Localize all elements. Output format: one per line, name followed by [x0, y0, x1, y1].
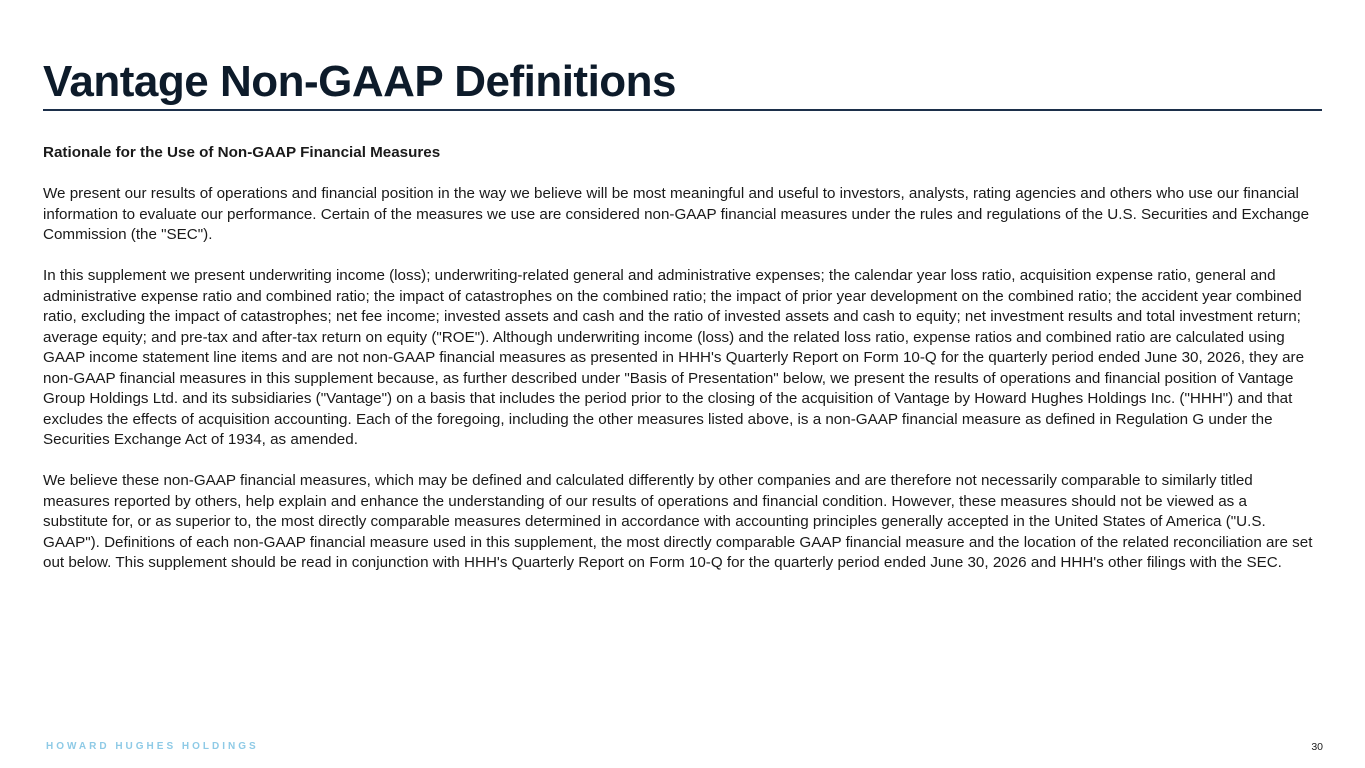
page-title: Vantage Non-GAAP Definitions [43, 57, 677, 106]
paragraph-overview: We present our results of operations and financial position in the way we believe will be most meaningful and useful to investors, analysts, rating agencies and others who use our financial information to evaluate our performance. Certain of the measures we use are considered non-GAAP financial measures under the rules and regulations of the U.S. Securities and Exchange Commission (the "SEC"). [43, 185, 1310, 243]
paragraph-measures: In this supplement we present underwriting income (loss); underwriting-related general and administrative expenses; the calendar year loss ratio, acquisition expense ratio, general and administrative expense ratio and combined ratio; the impact of catastrophes on the combined ratio; the impact of prior year development on the combined ratio; the accident year combined ratio, excluding the impact of catastrophes; net fee income; invested assets and cash and the ratio of invested assets and cash to equity; net investment results and total investment return; average equity; and pre-tax and after-tax return on equity ("ROE"). Although underwriting income (loss) and the related loss ratio, expense ratios and combined ratio are calculated using GAAP income statement line items and are not non-GAAP financial measures as presented in HHH's Quarterly Report on Form 10-Q for the quarterly period ended June 30, 2026, they are non-GAAP financial measures in this supplement because, as further described under "Basis of Presentation" below, we present the results of operations and financial position of Vantage Group Holdings Ltd. and its subsidiaries ("Vantage") on a basis that includes the period prior to the closing of the acquisition of Vantage by Howard Hughes Holdings Inc. ("HHH") and that excludes the effects of acquisition accounting. Each of the foregoing, including the other measures listed above, is a non-GAAP financial measure as defined in Regulation G under the Securities Exchange Act of 1934, as amended. [43, 267, 1305, 448]
title-divider [43, 109, 1322, 111]
section-heading: Rationale for the Use of Non-GAAP Financial Measures [43, 144, 441, 161]
footer-brand-logo: HOWARD HUGHES HOLDINGS [46, 741, 259, 752]
page-number: 30 [1311, 741, 1323, 753]
paragraph-disclaimer: We believe these non-GAAP financial measures, which may be defined and calculated differently by other companies and are therefore not necessarily comparable to similarly titled measures reported by others, help explain and enhance the understanding of our results of operations and financial condition. However, these measures should not be viewed as a substitute for, or as superior to, the most directly comparable measures determined in accordance with accounting principles generally accepted in the United States of America ("U.S. GAAP"). Definitions of each non-GAAP financial measure used in this supplement, the most directly comparable GAAP financial measure and the location of the related reconciliation are set out below. This supplement should be read in conjunction with HHH's Quarterly Report on Form 10-Q for the quarterly period ended June 30, 2026 and HHH's other filings with the SEC. [43, 472, 1313, 571]
body-content [43, 143, 1315, 594]
